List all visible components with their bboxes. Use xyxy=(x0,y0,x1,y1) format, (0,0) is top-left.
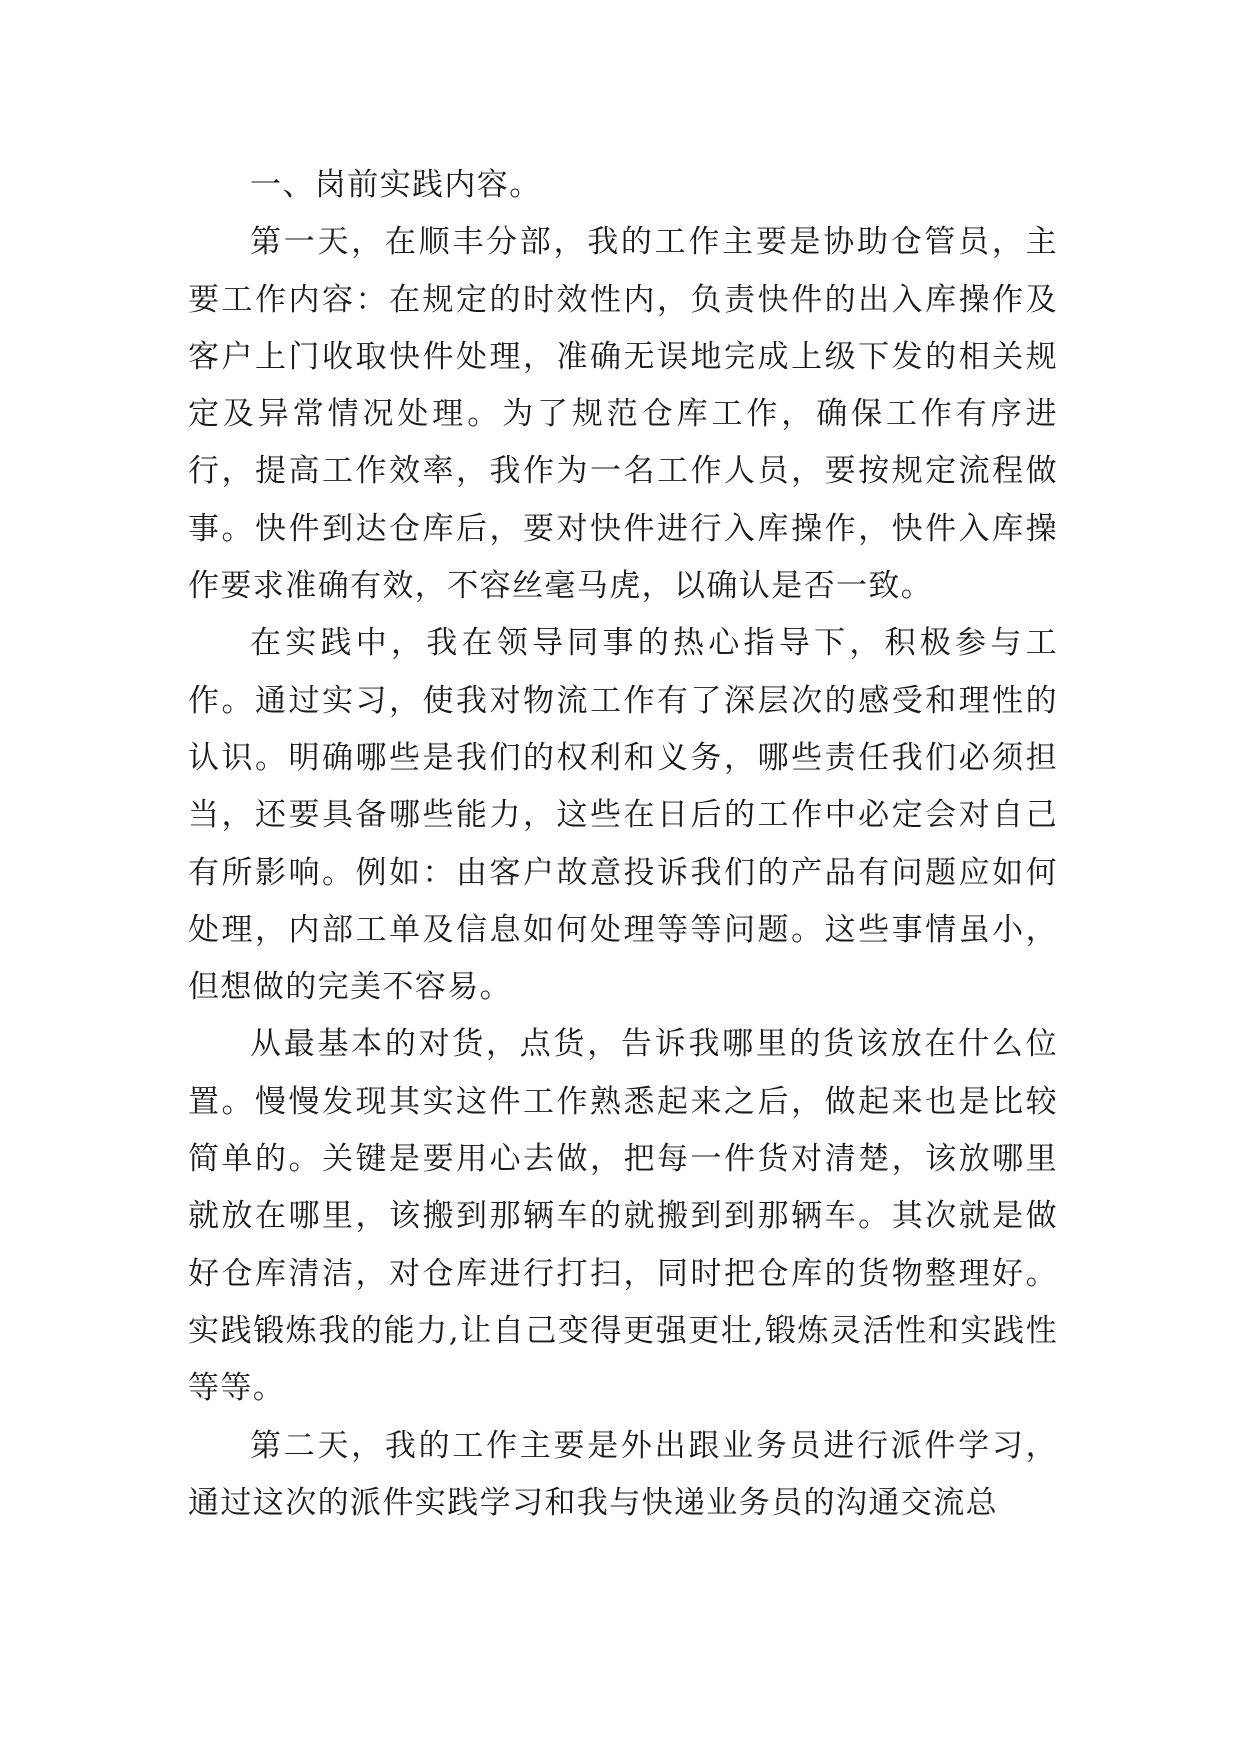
paragraph-day-two: 第二天，我的工作主要是外出跟业务员进行派件学习，通过这次的派件实践学习和我与快递业务员的沟通交流总 xyxy=(188,1427,1058,1521)
document-body xyxy=(188,157,1058,1532)
paragraph-practice-reflection: 在实践中，我在领导同事的热心指导下，积极参与工作。通过实习，使我对物流工作有了深层次的感受和理性的认识。明确哪些是我们的权利和义务，哪些责任我们必须担当，还要具备哪些能力，这些在日后的工作中必定会对自己有所影响。例如：由客户故意投诉我们的产品有问题应如何处理，内部工单及信息如何处理等等问题。这些事情虽小，但想做的完美不容易。 xyxy=(188,625,1058,1006)
paragraph-warehouse-work: 从最基本的对货，点货，告诉我哪里的货该放在什么位置。慢慢发现其实这件工作熟悉起来之后，做起来也是比较简单的。关键是要用心去做，把每一件货对清楚，该放哪里就放在哪里，该搬到那辆车的就搬到到那辆车。其次就是做好仓库清洁，对仓库进行打扫，同时把仓库的货物整理好。实践锻炼我的能力,让自己变得更强更壮,锻炼灵活性和实践性等等。 xyxy=(188,1026,1058,1407)
paragraph-section-heading: 一、岗前实践内容。 xyxy=(250,167,542,203)
paragraph-day-one: 第一天，在顺丰分部，我的工作主要是协助仓管员，主要工作内容：在规定的时效性内，负责快件的出入库操作及客户上门收取快件处理，准确无误地完成上级下发的相关规定及异常情况处理。为了规范仓库工作，确保工作有序进行，提高工作效率，我作为一名工作人员，要按规定流程做事。快件到达仓库后，要对快件进行入库操作，快件入库操作要求准确有效，不容丝毫马虎，以确认是否一致。 xyxy=(188,224,1058,605)
